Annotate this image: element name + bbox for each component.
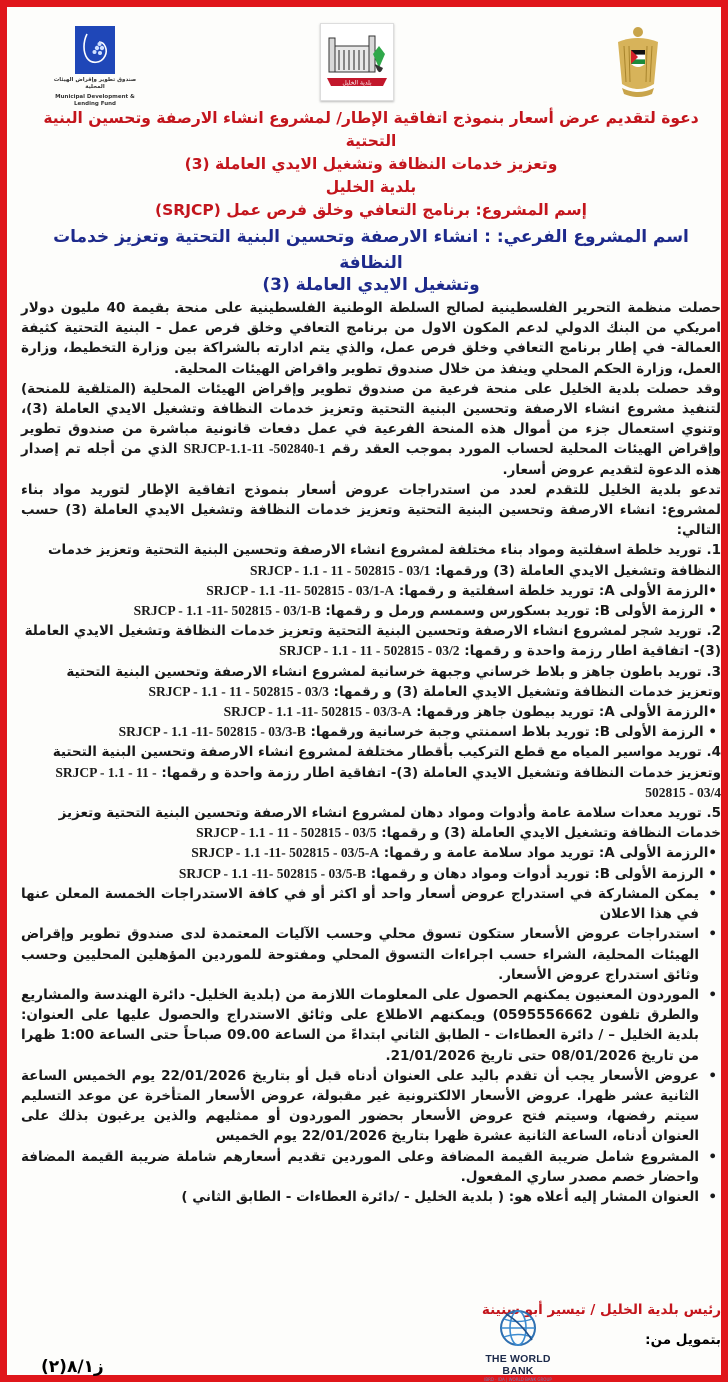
package-code: SRJCP - 1.1 -11- 502815 - 03/1-A — [206, 582, 395, 598]
paragraph-grant: حصلت منظمة التحرير الفلسطينية لصالح السلطة الوطنية الفلسطينية على منحة بقيمة 40 مليون دولار امريكي من البنك الدولي لدعم المكون الاول من برنامج التعافي وخلق فرص عمل - البنية التحتية كثيفة العمالة- في إطار برنامج التعافي وخلق فرص عمل، والذي يتم ادارته بالشراكة بين وزارة التخطيط، وزارة العمل، وزارة الحكم المحلي وينفذ من خلال صندوق تطوير واقراض الهيئات المحلية. — [21, 300, 721, 377]
bullet-dot-icon: • — [708, 1067, 717, 1084]
item-code: SRJCP - 1.1 - 11 - 502815 - 03/4 — [55, 764, 721, 800]
package-code: SRJCP - 1.1 -11- 502815 - 03/5-A — [191, 845, 380, 861]
bullet-vat — [21, 1147, 721, 1187]
paragraph-subgrant-text-a: وقد حصلت بلدية الخليل على منحة فرعية من صندوق تطوير وإقراض الهيئات المحلية (المتلقية للمنحة) لتنفيذ مشروع انشاء الارصفة وتحسين البنية التحتية وتعزيز خدمات النظافة وتشغيل الايدي العاملة (3)، وتنوي استعمال جزء من أموال هذه المنحة الفرعية في عمل دفعات قانونية مباشرة من صندوق تطوير وإقراض الهيئات المحلية لحساب المورد بموجب العقد رقم — [21, 380, 722, 458]
globe-icon — [498, 1308, 538, 1348]
package-code: SRJCP - 1.1 -11- 502815 - 03/3-A — [223, 704, 412, 720]
procurement-item-5 — [21, 803, 721, 843]
package-1b — [21, 601, 721, 621]
item-number: 2. — [706, 623, 721, 640]
world-bank-sub: IBRD · IDA | WORLD BANK GROUP — [484, 1377, 552, 1382]
paragraph-invitation: تدعو بلدية الخليل للتقدم لعدد من استدراجات عروض أسعار بنموذج اتفاقية الإطار لتوريد مواد بناء لمشروع: انشاء الارصفة وتحسين البنية التحتية وتعزيز خدمات النظافة وتشغيل الايدي العاملة (3) حسب التالي: — [21, 481, 721, 539]
package-code: SRJCP - 1.1 -11- 502815 - 03/5-B — [178, 865, 367, 881]
package-label: • الرزمة الأولى B: توريد بسكورس وسمسم ورمل و رقمها: — [325, 603, 717, 620]
paragraph-subgrant — [21, 379, 721, 480]
package-1a — [21, 581, 721, 601]
bullet-text: العنوان المشار إليه أعلاه هو: ( بلدية الخليل - /دائرة العطاءات - الطابق الثاني ) — [181, 1188, 699, 1205]
title-invitation-cont: وتعزيز خدمات النظافة وتشغيل الايدي العاملة (3) — [184, 155, 558, 173]
bullet-address — [21, 1187, 721, 1207]
palestinian-eagle-emblem — [614, 24, 662, 102]
mdlf-caption-en: Municipal Development & Lending Fund — [55, 94, 135, 107]
item-text: توريد شجر لمشروع انشاء الارصفة وتحسين البنية التحتية وتعزيز خدمات النظافة وتشغيل الايدي العاملة (3)- اتفاقية اطار رزمة واحدة و رقمها: — [24, 623, 721, 660]
header-logos — [14, 14, 728, 106]
mdlf-caption-ar: صندوق تطوير وإقراض الهيئات المحلية — [53, 77, 137, 90]
package-label: • الرزمة الأولى B: توريد بلاط اسمنتي وجبة خرسانية ورقمها: — [310, 724, 717, 741]
world-bank-logo — [473, 1308, 563, 1382]
contract-number: SRJCP-1.1-11 -502840-1 — [183, 441, 326, 457]
package-code: SRJCP - 1.1 -11- 502815 - 03/1-B — [133, 603, 321, 619]
package-3b — [21, 722, 721, 742]
item-number: 3. — [706, 663, 721, 680]
hebron-municipality-logo — [320, 23, 394, 101]
mdlf-logo — [50, 26, 140, 106]
item-text: توريد معدات سلامة عامة وأدوات ومواد دهان لمشروع انشاء الارصفة وتحسين البنية التحتية وتعزيز خدمات النظافة وتشغيل الايدي العاملة (3) و رقمها: — [58, 805, 721, 842]
announcement-content — [21, 107, 721, 1207]
bullet-dot-icon: • — [708, 885, 717, 902]
procurement-item-4 — [21, 742, 721, 803]
hebron-banner-text: بلدية الخليل — [342, 79, 372, 87]
bullet-dot-icon: • — [708, 986, 717, 1003]
mayor-signature: رئيس بلدية الخليل / تيسير أبو سنينة — [481, 1302, 721, 1318]
item-number: 1. — [706, 542, 721, 559]
bullet-text: استدراجات عروض الأسعار ستكون تسوق محلي وحسب الآليات المعتمدة لدى صندوق تطوير وإقراض الهيئات المحلية، الشراء حسب اجراءات التسوق المحلي ومفتوحة للموردين المؤهلين المحليين وحسب وثائق استدراج عروض الأسعار. — [21, 926, 699, 983]
package-5b — [21, 864, 721, 884]
item-code: SRJCP - 1.1 - 11 - 502815 - 03/1 — [250, 562, 431, 578]
footer — [21, 1302, 721, 1382]
item-code: SRJCP - 1.1 - 11 - 502815 - 03/2 — [279, 643, 460, 659]
package-label: •الرزمة الأولى A: توريد مواد سلامة عامة و رقمها: — [383, 845, 717, 862]
package-label: •الرزمة الأولى A: توريد بيطون جاهز ورقمها: — [416, 704, 717, 721]
title-subproject: اسم المشروع الفرعي: : انشاء الارصفة وتحسين البنية التحتية وتعزيز خدمات النظافة — [53, 227, 689, 273]
package-label: •الرزمة الأولى A: توريد خلطة اسفلتية و رقمها: — [398, 582, 717, 599]
bullet-contact-info — [21, 985, 721, 1066]
procurement-item-2 — [21, 621, 721, 661]
title-subproject-cont: وتشغيل الايدي العاملة (3) — [262, 275, 480, 295]
item-code: SRJCP - 1.1 - 11 - 502815 - 03/3 — [148, 683, 329, 699]
procurement-item-3 — [21, 662, 721, 702]
bullet-dot-icon: • — [708, 1148, 717, 1165]
mdlf-hand-icon — [75, 26, 115, 74]
item-number: 5. — [706, 805, 721, 822]
bullet-text: عروض الأسعار يجب أن تقدم باليد على العنوان أدناه قبل أو بتاريخ 22/01/2026 يوم الخميس الساعة الثانية عشر ظهرا. عروض الأسعار الالكترونية غير مقبولة، عروض الأسعار المتأخرة عن موعد التسليم سيتم رفضها، وسيتم فتح عروض الأسعار بحضور الموردون أو ممثليهم والذين يرغبون بذلك على العنوان أدناه، الساعة الثانية عشرة ظهرا بتاريخ 22/01/2026 يوم الخميس — [21, 1067, 699, 1145]
bullet-procurement-method — [21, 924, 721, 985]
funded-by-label: بتمويل من: — [645, 1332, 721, 1348]
package-label: • الرزمة الأولى B: توريد أدوات ومواد دهان و رقمها: — [370, 865, 717, 882]
bullet-text: الموردون المعنيون يمكنهم الحصول على المعلومات اللازمة من (بلدية الخليل- دائرة الهندسة والمشاريع والطرق تلفون 0595556662) ويمكنهم الاطلاع على وثائق الاستدراج والحصول عليها على العنوان: بلدية الخليل – / دائرة العطاءات - الطابق الثاني ابتداءً من الساعة 09.00 صباحاً حتى الساعة 1:00 ظهرا من تاريخ 08/01/2026 حتى تاريخ 21/01/2026. — [21, 986, 699, 1064]
item-code: SRJCP - 1.1 - 11 - 502815 - 03/5 — [196, 825, 377, 841]
package-3a — [21, 702, 721, 722]
bullet-dot-icon: • — [708, 1188, 717, 1205]
bullet-dot-icon: • — [708, 926, 717, 943]
bullet-text: المشروع شامل ضريبة القيمة المضافة وعلى الموردين تقديم أسعارهم شاملة ضريبة القيمة المضافة واحضار خصم مصدر ساري المفعول. — [21, 1148, 699, 1185]
bullet-submission-deadline — [21, 1066, 721, 1147]
item-text: توريد مواسير المياه مع قطع التركيب بأقطار مختلفة لمشروع انشاء الارصفة وتحسين البنية التحتية وتعزيز خدمات النظافة وتشغيل الايدي العاملة (3)- اتفاقية اطار رزمة واحدة و رقمها: — [52, 744, 721, 781]
item-number: 4. — [706, 744, 721, 761]
bullet-participation — [21, 884, 721, 924]
title-invitation: دعوة لتقديم عرض أسعار بنموذج اتفاقية الإطار/ لمشروع انشاء الارصفة وتحسين البنية التحتية — [43, 109, 699, 150]
package-5a — [21, 843, 721, 863]
reference-code: ز٨/١(٢) — [41, 1357, 104, 1377]
bullet-text: يمكن المشاركة في استدراج عروض أسعار واحد أو اكثر أو في كافة الاستدراجات الخمسة المعلن عنها في هذا الاعلان — [21, 885, 699, 923]
title-municipality: بلدية الخليل — [325, 178, 417, 196]
item-text: توريد خلطة اسفلتية ومواد بناء مختلفة لمشروع انشاء الارصفة وتحسين البنية التحتية وتعزيز خدمات النظافة وتشغيل الايدي العاملة (3) ورقمها: — [47, 542, 721, 579]
item-text: توريد باطون جاهز و بلاط خرساني وجبهة خرسانية لمشروع انشاء الارصفة وتحسين البنية التحتية وتعزيز خدمات النظافة وتشغيل الايدي العاملة (3) و رقمها: — [66, 663, 721, 700]
procurement-item-1 — [21, 540, 721, 580]
title-project-name: إسم المشروع: برنامج التعافي وخلق فرص عمل (SRJCP) — [155, 201, 587, 219]
world-bank-name: THE WORLD BANK — [485, 1353, 551, 1377]
package-code: SRJCP - 1.1 -11- 502815 - 03/3-B — [118, 724, 306, 740]
paragraph-subgrant-text-b: الذي من أجله تم إصدار هذه الدعوة لتقديم عروض أسعار. — [21, 441, 721, 478]
